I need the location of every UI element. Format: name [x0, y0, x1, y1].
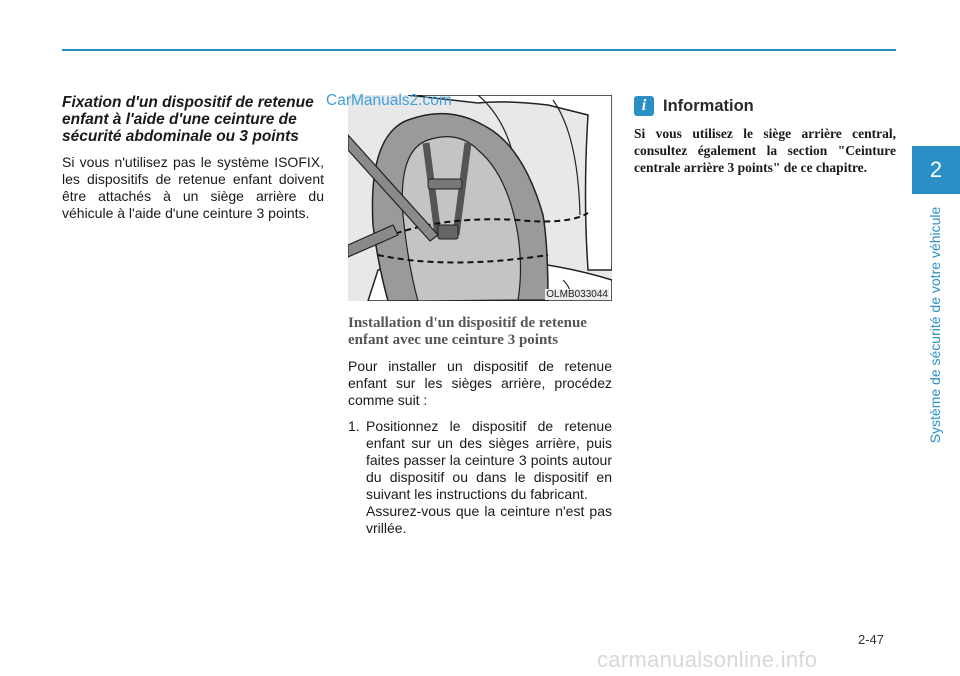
chapter-title [927, 200, 954, 450]
middle-column [348, 95, 612, 537]
info-header [634, 95, 896, 117]
installation-intro: Pour installer un dispositif de retenue enfant sur les sièges arrière, procédez comme suit : [348, 358, 612, 408]
chapter-tab[interactable]: 2 [912, 146, 960, 194]
info-title: Information [663, 96, 754, 115]
step-number: 1. [348, 418, 360, 434]
site-watermark[interactable]: CarManuals2.com [326, 92, 452, 109]
seat-seam-line-2 [553, 100, 580, 215]
step-note: Assurez-vous que la ceinture n'est pas vrillée. [366, 503, 612, 536]
step-item [348, 418, 612, 537]
info-text: Si vous utilisez le siège arrière central, consultez également la section "Ceinture centrale arrière 3 points" de ce chapitre. [634, 126, 896, 175]
installation-heading: Installation d'un dispositif de retenue enfant avec une ceinture 3 points [348, 315, 587, 348]
chest-clip [428, 179, 462, 189]
section-paragraph: Si vous n'utilisez pas le système ISOFIX, les dispositifs de retenue enfant doivent être attachés à un siège arrière du véhicule à l'aide d'une ceinture 3 points. [62, 154, 324, 221]
left-column [62, 94, 324, 222]
info-icon: i [634, 96, 654, 116]
chapter-title-text: Système de sécurité de votre véhicule [927, 206, 943, 444]
footer-watermark[interactable]: carmanualsonline.info [597, 647, 818, 672]
child-seat-drawing [348, 95, 612, 301]
child-seat-illustration [348, 95, 612, 301]
step-text: Positionnez le dispositif de retenue enfant sur un des sièges arrière, puis faites passer la ceinture 3 points autour du dispositif ou dans le dispositif en suivant les instructions du fabricant. [366, 418, 612, 502]
buckle [438, 225, 458, 239]
figure-code: OLMB033044 [546, 289, 608, 300]
top-rule [62, 49, 896, 51]
info-box [634, 95, 896, 176]
section-heading: Fixation d'un dispositif de retenue enfant à l'aide d'une ceinture de sécurité abdominale ou 3 points [62, 94, 314, 145]
page-number: 2-47 [858, 632, 885, 647]
